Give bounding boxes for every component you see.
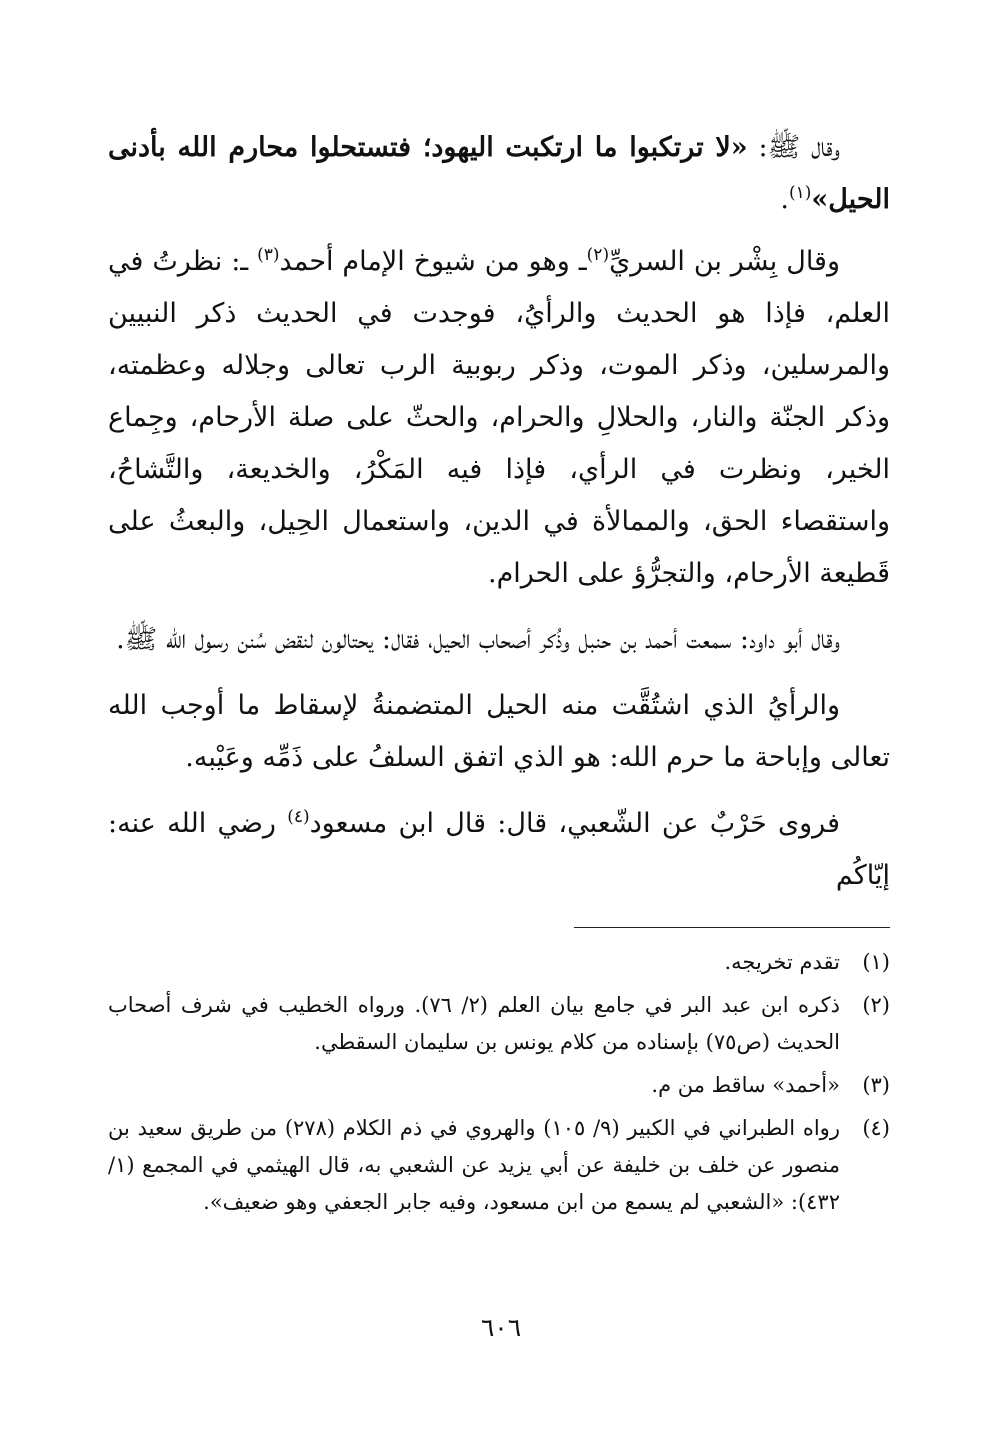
shabi-text-2: رضي الله عنه: إيّاكُم — [108, 808, 890, 891]
footnote-1 — [108, 944, 890, 981]
footnote-ref-3[interactable]: (٣) — [257, 245, 280, 265]
paragraph-shabi — [108, 798, 890, 902]
paragraph-hadith — [108, 122, 890, 226]
hadith-quote: «لا ترتكبوا ما ارتكبت اليهود؛ فتستحلوا محارم الله بأدنى الحيل» — [108, 132, 890, 215]
footnote-ref-2[interactable]: (٢) — [586, 245, 610, 265]
paragraph-rai — [108, 680, 890, 784]
footnote-text: تقدم تخريجه. — [724, 950, 840, 974]
footnote-number: (١) — [862, 950, 890, 974]
page-number: ٦٠٦ — [480, 1313, 522, 1342]
abu-dawud-text: وقال أبو داود: سمعت أحمد بن حنبل وذُكر أصحاب الحيل، فقال: يحتالون لنقض سُنن رسول الله ﷺ. — [116, 624, 840, 655]
footnote-text: رواه الطبراني في الكبير (٩/ ١٠٥) والهروي في ذم الكلام (٢٧٨) من طريق سعيد بن منصور عن خلف بن خليفة عن أبي يزيد عن الشعبي به، قال الهيثمي في المجمع (١/ ٤٣٢): «الشعبي لم يسمع من ابن مسعود، وفيه جابر الجعفي وهو ضعيف». — [108, 1116, 840, 1214]
paragraph-abu-dawud — [108, 614, 890, 666]
rai-text: والرأيُ الذي اشتُقَّت منه الحيل المتضمنةُ لإسقاط ما أوجب الله تعالى وإباحة ما حرم الله: هو الذي اتفق السلفُ على ذَمِّه وعَيْبه. — [108, 690, 890, 773]
footnote-number: (٢) — [862, 993, 890, 1017]
bishr-text-3: ـ: نظرتُ في العلم، فإذا هو الحديث والرأيُ، فوجدت في الحديث ذكر النبيين والمرسلين، وذكر الموت، وذكر ربوبية الرب تعالى وجلاله وعظمته، وذكر الجنّة والنار، والحلالِ والحرام، والحثّ على صلة الأرحام، وجِماع الخير، ونظرت في الرأي، فإذا فيه المَكْرُ، والخديعة، والتَّشاحُ، واستقصاء الحق، والممالأة في الدين، واستعمال الحِيل، والبعثُ على قَطيعة الأرحام، والتجرُّؤ على الحرام. — [108, 246, 890, 589]
footnote-ref-1[interactable]: (١) — [788, 183, 812, 203]
shabi-text-1: فروى حَرْبٌ عن الشّعبي، قال: قال ابن مسعود — [309, 808, 840, 839]
footnotes — [108, 944, 890, 1227]
hadith-intro: وقال ﷺ: — [747, 132, 840, 163]
bishr-text-1: وقال بِشْر بن السريِّ — [609, 246, 840, 277]
main-text — [108, 122, 890, 916]
footnote-ref-4[interactable]: (٤) — [287, 807, 310, 827]
footnote-2 — [108, 987, 890, 1061]
paragraph-bishr — [108, 236, 890, 600]
footnote-3 — [108, 1067, 890, 1104]
footnote-text: «أحمد» ساقط من م. — [651, 1073, 840, 1097]
footnote-text: ذكره ابن عبد البر في جامع بيان العلم (٢/ ٧٦). ورواه الخطيب في شرف أصحاب الحديث (ص٧٥) بإسناده من كلام يونس بن سليمان السقطي. — [108, 993, 840, 1054]
footnote-4 — [108, 1110, 890, 1221]
footnote-number: (٤) — [862, 1116, 890, 1140]
hadith-end: . — [780, 184, 789, 215]
footnote-separator — [574, 927, 890, 928]
footnote-number: (٣) — [862, 1073, 890, 1097]
bishr-text-2: ـ وهو من شيوخ الإمام أحمد — [279, 246, 587, 277]
